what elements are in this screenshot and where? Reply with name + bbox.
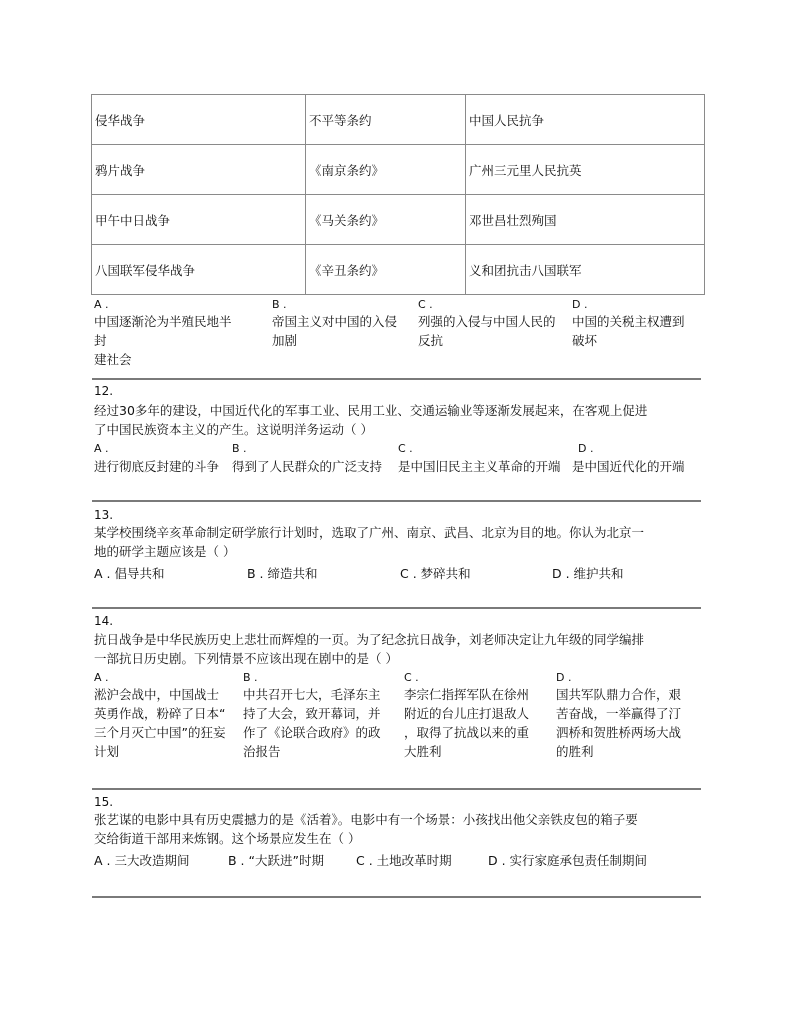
option-text: 苦奋战，一举赢得了汀 — [556, 706, 682, 721]
q12-option-b[interactable]: 得到了人民群众的广泛支持 — [232, 459, 383, 474]
option-text: 泗桥和贺胜桥两场大战 — [556, 725, 682, 740]
option-text: 治报告 — [243, 744, 281, 759]
table-cell: 甲午中日战争 — [92, 195, 306, 245]
option-text: 中国的关税主权遭到 — [572, 314, 685, 329]
q13-option-a[interactable]: A . 倡导共和 — [94, 566, 165, 581]
option-text: 李宗仁指挥军队在徐州 — [404, 687, 530, 702]
option-text: 三个月灭亡中国”的狂妄 — [94, 725, 226, 740]
q11-table — [91, 94, 705, 295]
question-number: 12. — [94, 384, 114, 398]
table-cell: 鸦片战争 — [92, 145, 306, 195]
option-text: 列强的入侵与中国人民的 — [418, 314, 556, 329]
question-number: 15. — [94, 795, 114, 809]
table-cell: 八国联军侵华战争 — [92, 245, 306, 295]
option-text: 加剧 — [272, 333, 298, 348]
stem-line: 经过30多年的建设，中国近代化的军事工业、民用工业、交通运输业等逐渐发展起来，在客观上促进 — [94, 403, 648, 418]
option-letter: D . — [572, 298, 588, 311]
stem-line: 某学校围绕辛亥革命制定研学旅行计划时，选取了广州、南京、武昌、北京为目的地。你认为北京一 — [94, 525, 645, 540]
q13-option-c[interactable]: C . 梦碎共和 — [400, 566, 471, 581]
option-text: 中共召开七大，毛泽东主 — [243, 687, 381, 702]
option-letter: B . — [232, 442, 247, 455]
stem-line: 地的研学主题应该是（ ） — [94, 544, 236, 559]
question-number: 13. — [94, 508, 114, 522]
question-stem — [94, 401, 706, 439]
q14-option-d[interactable] — [556, 671, 696, 761]
q14-option-a[interactable] — [94, 671, 234, 761]
table-cell: 邓世昌壮烈殉国 — [466, 195, 705, 245]
q15-option-c[interactable]: C . 土地改革时期 — [356, 853, 452, 868]
option-letter: C . — [404, 671, 419, 684]
option-letter: B . — [272, 298, 287, 311]
option-text: 帝国主义对中国的入侵 — [272, 314, 398, 329]
option-text: 国共军队鼎力合作，艰 — [556, 687, 682, 702]
q11-option-c[interactable] — [418, 298, 558, 350]
q14-option-c[interactable] — [404, 671, 544, 761]
table-header-row — [92, 95, 705, 145]
option-letter: B . — [243, 671, 258, 684]
table-cell: 《辛丑条约》 — [306, 245, 466, 295]
question-stem — [94, 630, 706, 668]
table-header-cell: 不平等条约 — [306, 95, 466, 145]
question-number: 14. — [94, 614, 114, 628]
table-cell: 《南京条约》 — [306, 145, 466, 195]
table-row — [92, 145, 705, 195]
option-text: ，取得了抗战以来的重 — [404, 725, 530, 740]
stem-line: 抗日战争是中华民族历史上悲壮而辉煌的一页。为了纪念抗日战争，刘老师决定让九年级的同学编排 — [94, 632, 645, 647]
table-row — [92, 245, 705, 295]
option-text: 破坏 — [572, 333, 598, 348]
q11-option-a[interactable] — [94, 298, 234, 369]
q12-option-a[interactable]: 进行彻底反封建的斗争 — [94, 459, 220, 474]
q15-option-a[interactable]: A . 三大改造期间 — [94, 853, 190, 868]
option-text: 英勇作战，粉碎了日本“ — [94, 706, 226, 721]
stem-line: 交给街道干部用来炼钢。这个场景应发生在（ ） — [94, 831, 361, 846]
option-text: 作了《论联合政府》的政 — [243, 725, 381, 740]
q12-option-d[interactable]: 是中国近代化的开端 — [572, 459, 685, 474]
table-cell: 义和团抗击八国联军 — [466, 245, 705, 295]
option-text: 淞沪会战中，中国战士 — [94, 687, 220, 702]
q13-option-d[interactable]: D . 维护共和 — [552, 566, 624, 581]
option-letter: C . — [418, 298, 433, 311]
option-letter: C . — [398, 442, 413, 455]
option-letter: D . — [578, 442, 594, 455]
divider — [92, 500, 701, 502]
option-text: 的胜利 — [556, 744, 594, 759]
stem-line: 张艺谋的电影中具有历史震撼力的是《活着》。电影中有一个场景：小孩找出他父亲铁皮包的箱子要 — [94, 812, 638, 827]
q15-option-b[interactable]: B . “大跃进”时期 — [228, 853, 324, 868]
question-stem — [94, 523, 706, 561]
q13-option-b[interactable]: B . 缔造共和 — [247, 566, 318, 581]
q11-option-d[interactable] — [572, 298, 712, 350]
option-text: 建社会 — [94, 352, 132, 367]
option-text: 大胜利 — [404, 744, 442, 759]
q14-option-b[interactable] — [243, 671, 383, 761]
q11-option-b[interactable] — [272, 298, 412, 350]
option-letter: D . — [556, 671, 572, 684]
q15-option-d[interactable]: D . 实行家庭承包责任制期间 — [488, 853, 648, 868]
option-letter: A . — [94, 671, 109, 684]
option-text: 附近的台儿庄打退敌人 — [404, 706, 530, 721]
option-text: 反抗 — [418, 333, 444, 348]
divider — [92, 788, 701, 790]
option-text: 中国逐渐沦为半殖民地半封 — [94, 314, 232, 348]
divider — [92, 607, 701, 609]
option-letter: A . — [94, 298, 109, 311]
stem-line: 了中国民族资本主义的产生。这说明洋务运动（ ） — [94, 422, 373, 437]
table-header-cell: 侵华战争 — [92, 95, 306, 145]
question-stem — [94, 810, 706, 848]
option-text: 持了大会，致开幕词，并 — [243, 706, 381, 721]
option-letter: A . — [94, 442, 109, 455]
table-cell: 广州三元里人民抗英 — [466, 145, 705, 195]
option-text: 计划 — [94, 744, 120, 759]
table-cell: 《马关条约》 — [306, 195, 466, 245]
divider — [92, 378, 701, 380]
stem-line: 一部抗日历史剧。下列情景不应该出现在剧中的是（ ） — [94, 651, 398, 666]
q12-option-c[interactable]: 是中国旧民主主义革命的开端 — [398, 459, 561, 474]
divider — [92, 896, 701, 898]
table-header-cell: 中国人民抗争 — [466, 95, 705, 145]
table-row — [92, 195, 705, 245]
